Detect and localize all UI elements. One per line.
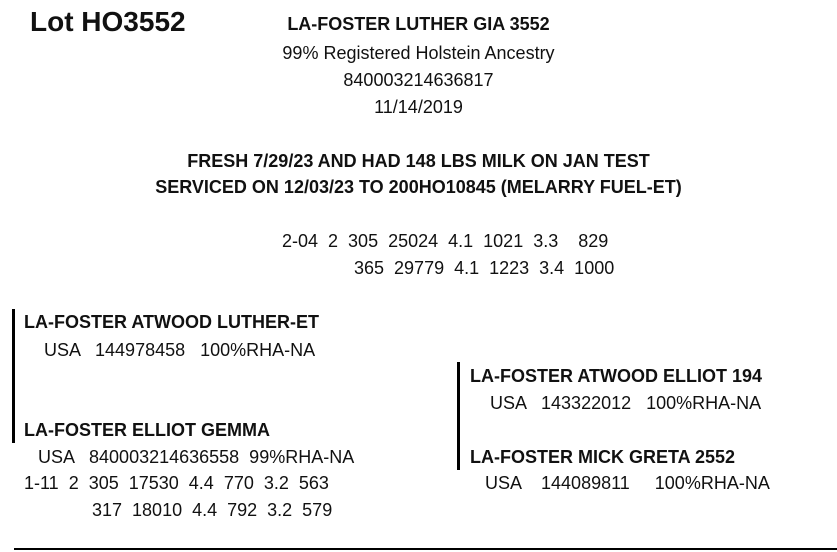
dam-sire-name: LA-FOSTER ATWOOD ELLIOT 194 bbox=[470, 366, 762, 386]
animal-ancestry: 99% Registered Holstein Ancestry bbox=[282, 43, 555, 63]
fresh-note: FRESH 7/29/23 AND HAD 148 LBS MILK ON JAN TEST bbox=[187, 151, 650, 171]
sire-info: USA 144978458 100%RHA-NA bbox=[44, 340, 316, 360]
dam-dam-name: LA-FOSTER MICK GRETA 2552 bbox=[470, 447, 736, 467]
dam-record-2: 317 18010 4.4 792 3.2 579 bbox=[92, 500, 333, 520]
production-record-2: 365 29779 4.1 1223 3.4 1000 bbox=[354, 258, 615, 278]
birth-date: 11/14/2019 bbox=[374, 97, 463, 117]
bottom-rule bbox=[14, 548, 837, 550]
animal-name: LA-FOSTER LUTHER GIA 3552 bbox=[287, 14, 550, 34]
dam-name: LA-FOSTER ELLIOT GEMMA bbox=[24, 420, 270, 440]
production-record-1: 2-04 2 305 25024 4.1 1021 3.3 829 bbox=[282, 231, 609, 251]
animal-id: 840003214636817 bbox=[343, 70, 494, 90]
dam-record-1: 1-11 2 305 17530 4.4 770 3.2 563 bbox=[24, 473, 329, 493]
dam-info: USA 840003214636558 99%RHA-NA bbox=[38, 447, 355, 467]
dam-sire-info: USA 143322012 100%RHA-NA bbox=[490, 393, 762, 413]
pedigree-bracket-left bbox=[12, 309, 15, 443]
lot-number: Lot HO3552 bbox=[30, 6, 186, 37]
sire-name: LA-FOSTER ATWOOD LUTHER-ET bbox=[24, 312, 319, 332]
dam-dam-info: USA 144089811 100%RHA-NA bbox=[485, 473, 770, 493]
service-note: SERVICED ON 12/03/23 TO 200HO10845 (MELARRY FUEL-ET) bbox=[155, 177, 682, 197]
pedigree-bracket-right bbox=[457, 362, 460, 470]
